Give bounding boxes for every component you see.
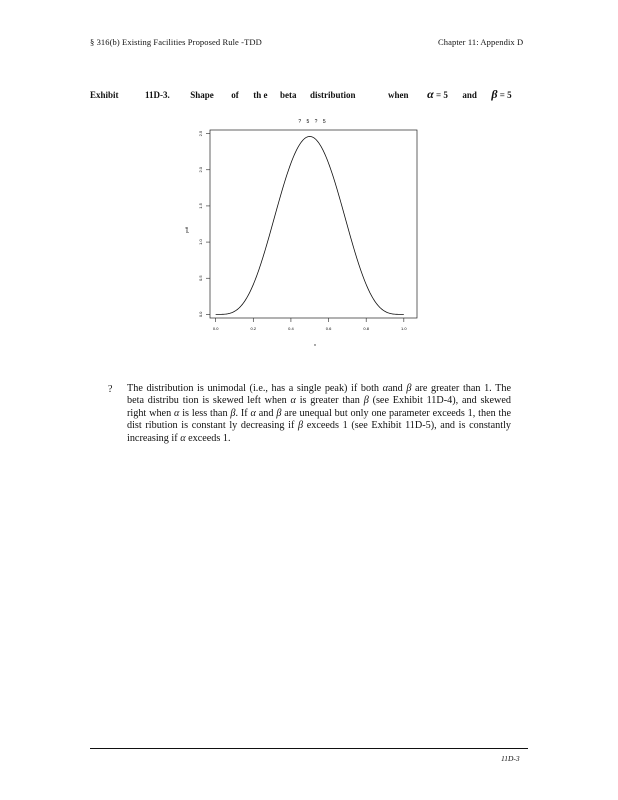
exhibit-caption (90, 87, 512, 102)
alpha-inline: α (174, 407, 180, 419)
y-tick-label: 2.0 (198, 166, 203, 173)
exhibit-and: and (462, 90, 477, 100)
y-tick-label: 2.5 (198, 130, 203, 137)
exhibit-title-word: Shape (190, 90, 214, 100)
running-header-left: § 316(b) Existing Facilities Proposed Rule -TDD (90, 37, 262, 47)
y-tick-label: 1.5 (198, 203, 203, 209)
beta-inline: β (276, 407, 282, 419)
alpha-inline: α (180, 432, 186, 444)
exhibit-title-word: th e (253, 90, 268, 100)
beta-inline: β (298, 420, 304, 432)
chart-title: ? 5 ? 5 (298, 119, 328, 125)
para-text: exceeds 1. (185, 432, 231, 444)
alpha-value: = 5 (435, 90, 448, 100)
exhibit-title-word: beta (280, 90, 297, 100)
beta-value: = 5 (499, 90, 512, 100)
exhibit-label: Exhibit (90, 90, 119, 100)
para-text: . If (235, 407, 251, 419)
para-text: exceeds 1 (see Exhibit 11D-5), and is constantly increasing if (127, 420, 511, 444)
page-number: 11D-3 (501, 754, 520, 763)
body-paragraph (127, 383, 511, 445)
exhibit-title-word: of (231, 90, 239, 100)
para-text: is greater than (295, 395, 364, 407)
footer-rule (90, 748, 528, 749)
running-header-right: Chapter 11: Appendix D (438, 37, 524, 47)
y-axis-label: pdf (184, 227, 189, 233)
alpha-inline: α (250, 407, 256, 419)
para-text: The distribution is unimodal (i.e., has a single peak) if both (127, 383, 383, 394)
x-axis (213, 318, 408, 331)
exhibit-number: 11D-3. (145, 90, 170, 100)
beta-distribution-plot (180, 112, 430, 352)
y-tick-label: 0.5 (198, 275, 203, 282)
x-tick-label: 0.6 (325, 326, 332, 331)
x-tick-label: 0.8 (363, 326, 369, 331)
x-tick-label: 1.0 (401, 326, 407, 331)
para-text: are greater than 1. The beta distribu tion is skewed left when (127, 383, 512, 407)
para-text: is less than (179, 407, 231, 419)
beta-inline: β (230, 407, 236, 419)
para-text: are unequal but only one parameter exceeds 1, then the dist ribution is constant ly decreasing if (127, 407, 512, 432)
alpha-symbol: α (427, 87, 434, 101)
x-tick-label: 0.4 (288, 326, 294, 331)
plot-frame (210, 130, 417, 318)
y-tick-label: 0.0 (198, 311, 203, 318)
x-tick-label: 0.2 (250, 326, 257, 331)
exhibit-title-word: when (388, 90, 409, 100)
alpha-inline: α (382, 383, 388, 394)
beta-symbol: β (491, 87, 498, 101)
beta-inline: β (406, 383, 412, 394)
density-curve (216, 136, 404, 314)
x-tick-label: 0.0 (212, 326, 219, 331)
y-tick-label: 1.0 (198, 239, 203, 245)
alpha-inline: α (290, 395, 296, 407)
y-axis (198, 130, 210, 317)
exhibit-title-word: distribution (310, 90, 356, 100)
para-text: and (255, 407, 277, 419)
bullet-marker: ? (108, 384, 113, 395)
x-axis-label: x (314, 342, 316, 347)
para-text: (see Exhibit 11D-4), and skewed right when (127, 395, 512, 419)
beta-inline: β (363, 395, 369, 407)
para-text: and (387, 383, 407, 394)
